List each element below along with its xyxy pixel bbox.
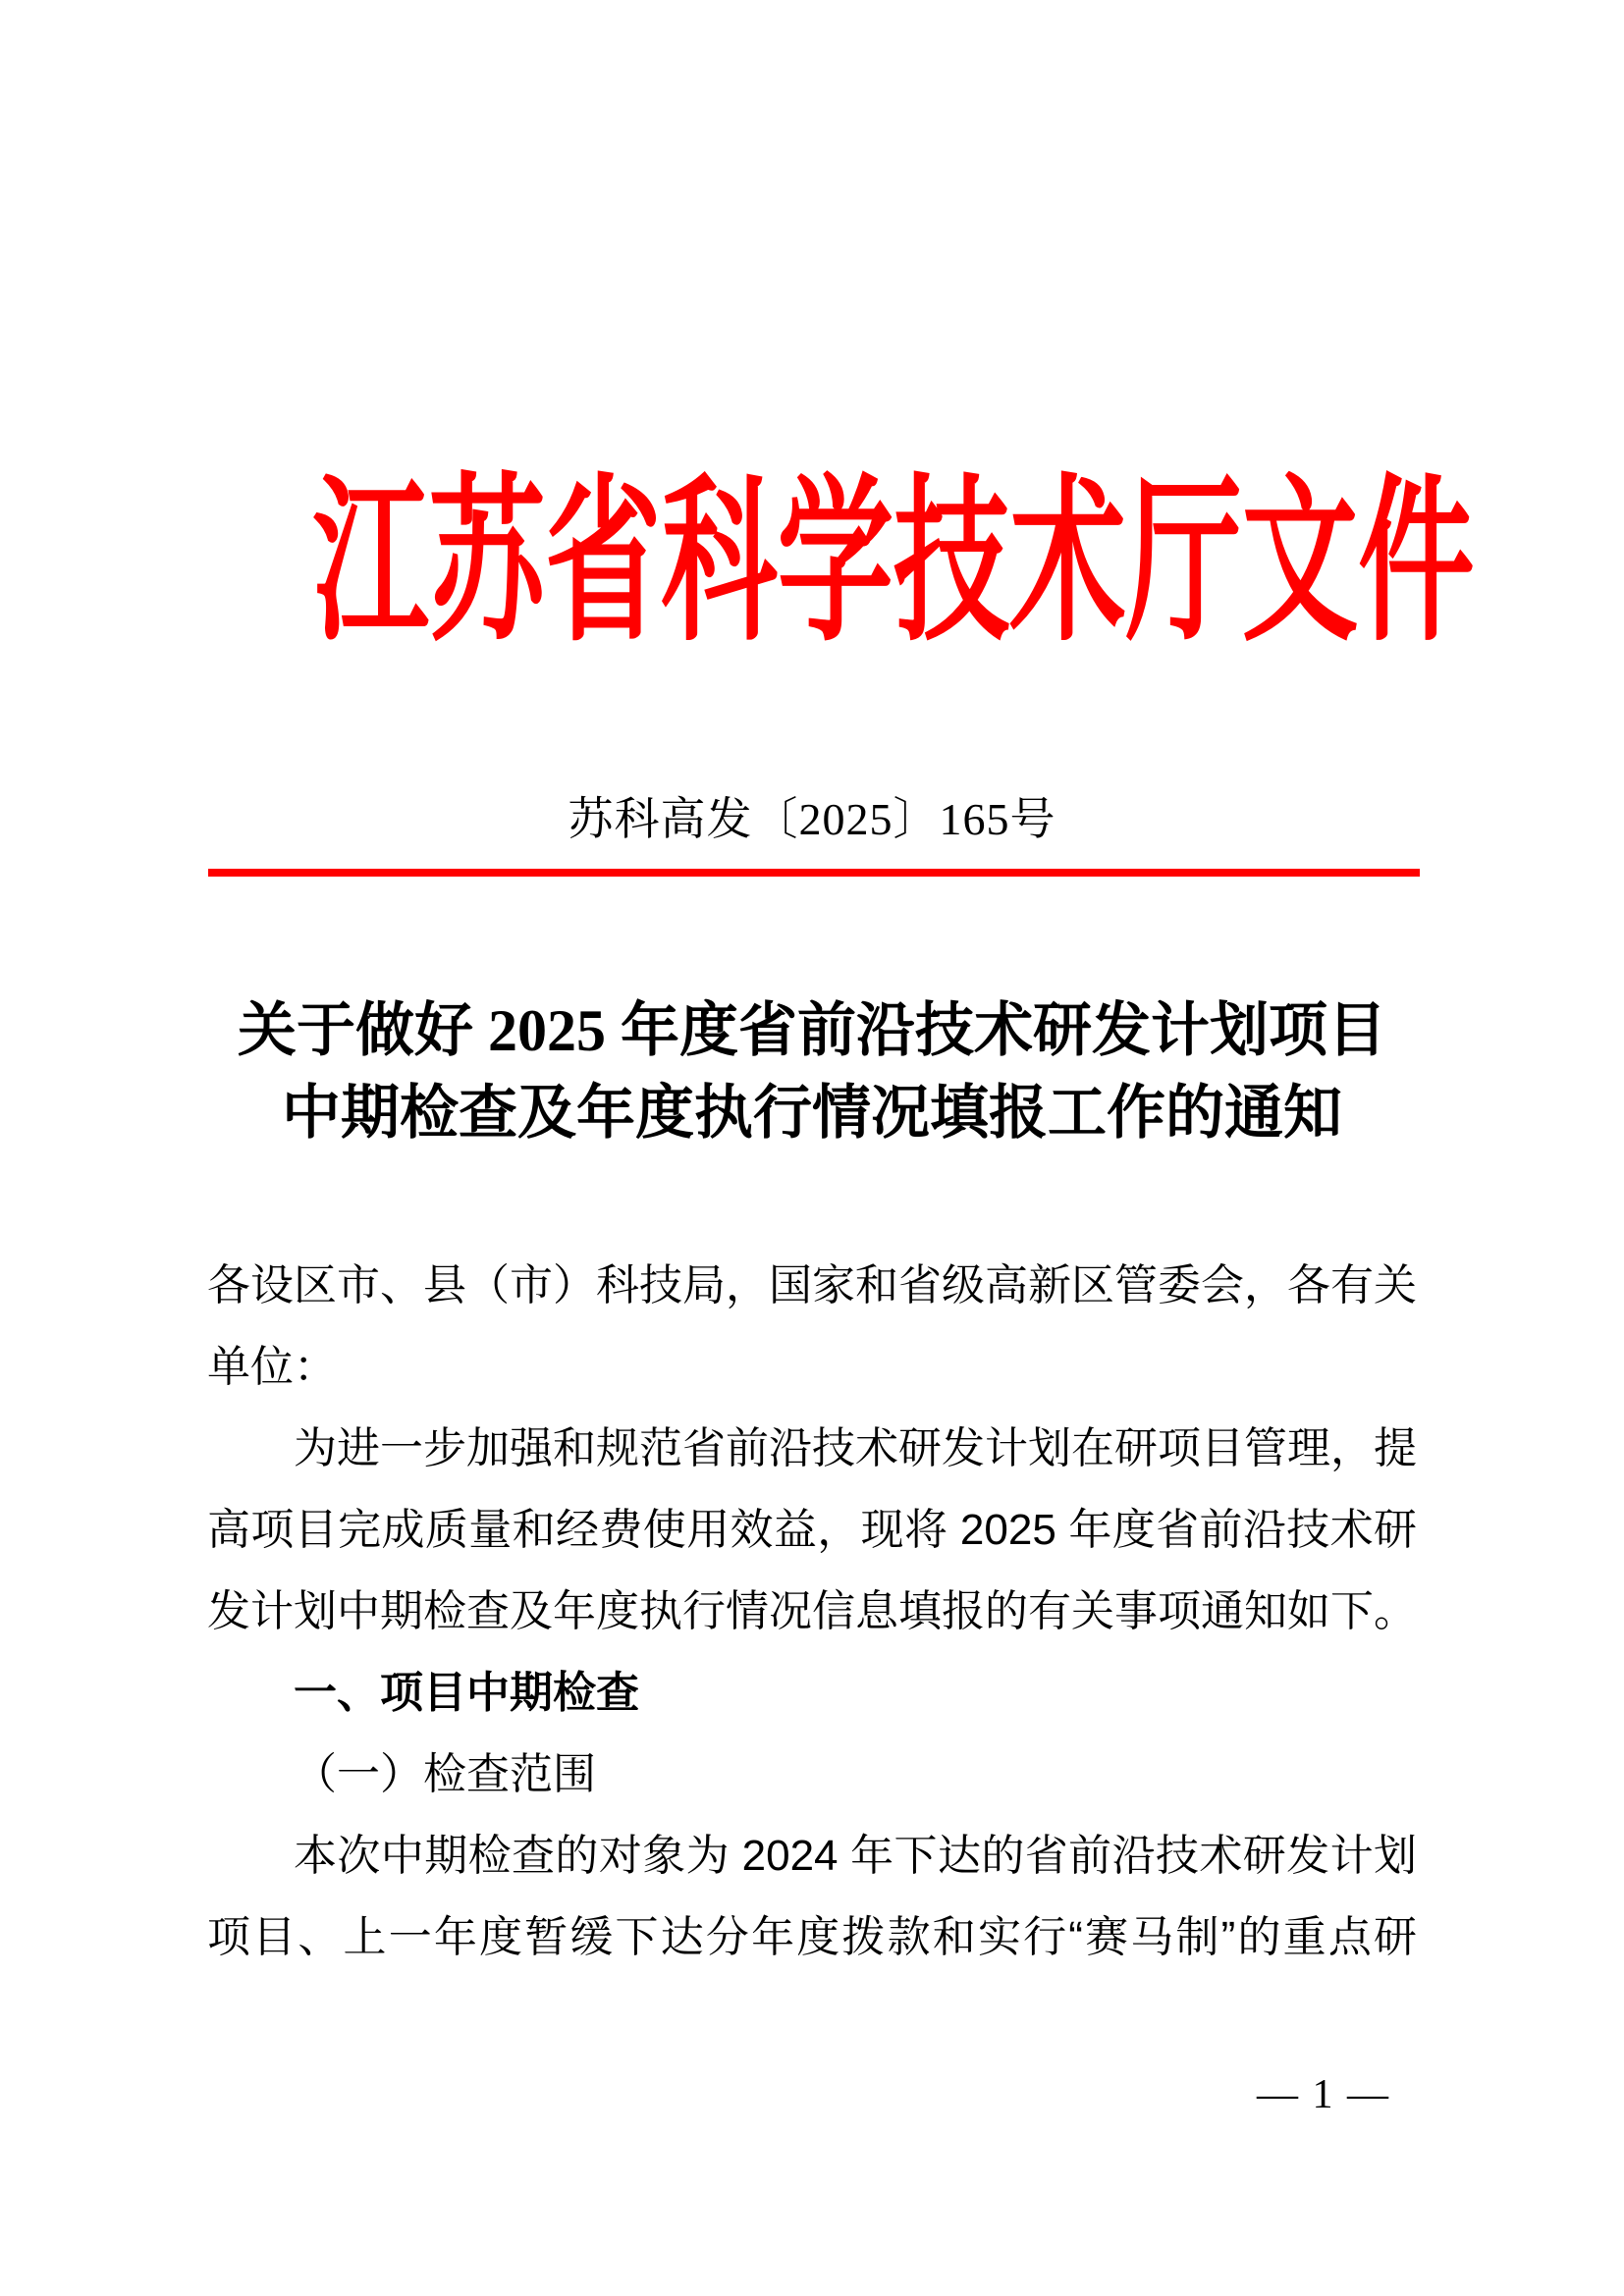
document-title — [0, 989, 1624, 1154]
body-line: （一）检查范围 — [294, 1750, 596, 1798]
red-divider-rule — [208, 869, 1420, 877]
body-line: 各设区市、县（市）科技局，国家和省级高新区管委会，各有关 — [207, 1261, 1417, 1309]
body-line: 本次中期检查的对象为 2024 年下达的省前沿技术研发计划 — [294, 1832, 1417, 1880]
letterhead-title-text: 江苏省科学技术厅文件 — [312, 465, 1475, 663]
body-line: 发计划中期检查及年度执行情况信息填报的有关事项通知如下。 — [207, 1587, 1417, 1635]
body-line: 一、项目中期检查 — [294, 1669, 639, 1717]
body-line: 项目、上一年度暂缓下达分年度拨款和实行“赛马制”的重点研 — [207, 1913, 1417, 1961]
document-title-line-1: 关于做好 2025 年度省前沿技术研发计划项目 — [238, 998, 1386, 1063]
body-line: 高项目完成质量和经费使用效益，现将 2025 年度省前沿技术研 — [207, 1506, 1417, 1554]
body-text — [207, 1245, 1417, 1978]
document-title-line-2: 中期检查及年度执行情况填报工作的通知 — [282, 1081, 1342, 1146]
letterhead-title — [0, 454, 1624, 674]
body-line: 为进一步加强和规范省前沿技术研发计划在研项目管理，提 — [294, 1424, 1417, 1472]
page-number: — 1 — — [1257, 2072, 1390, 2117]
body-line: 单位： — [207, 1343, 337, 1391]
document-number: 苏科高发〔2025〕165号 — [568, 794, 1056, 844]
